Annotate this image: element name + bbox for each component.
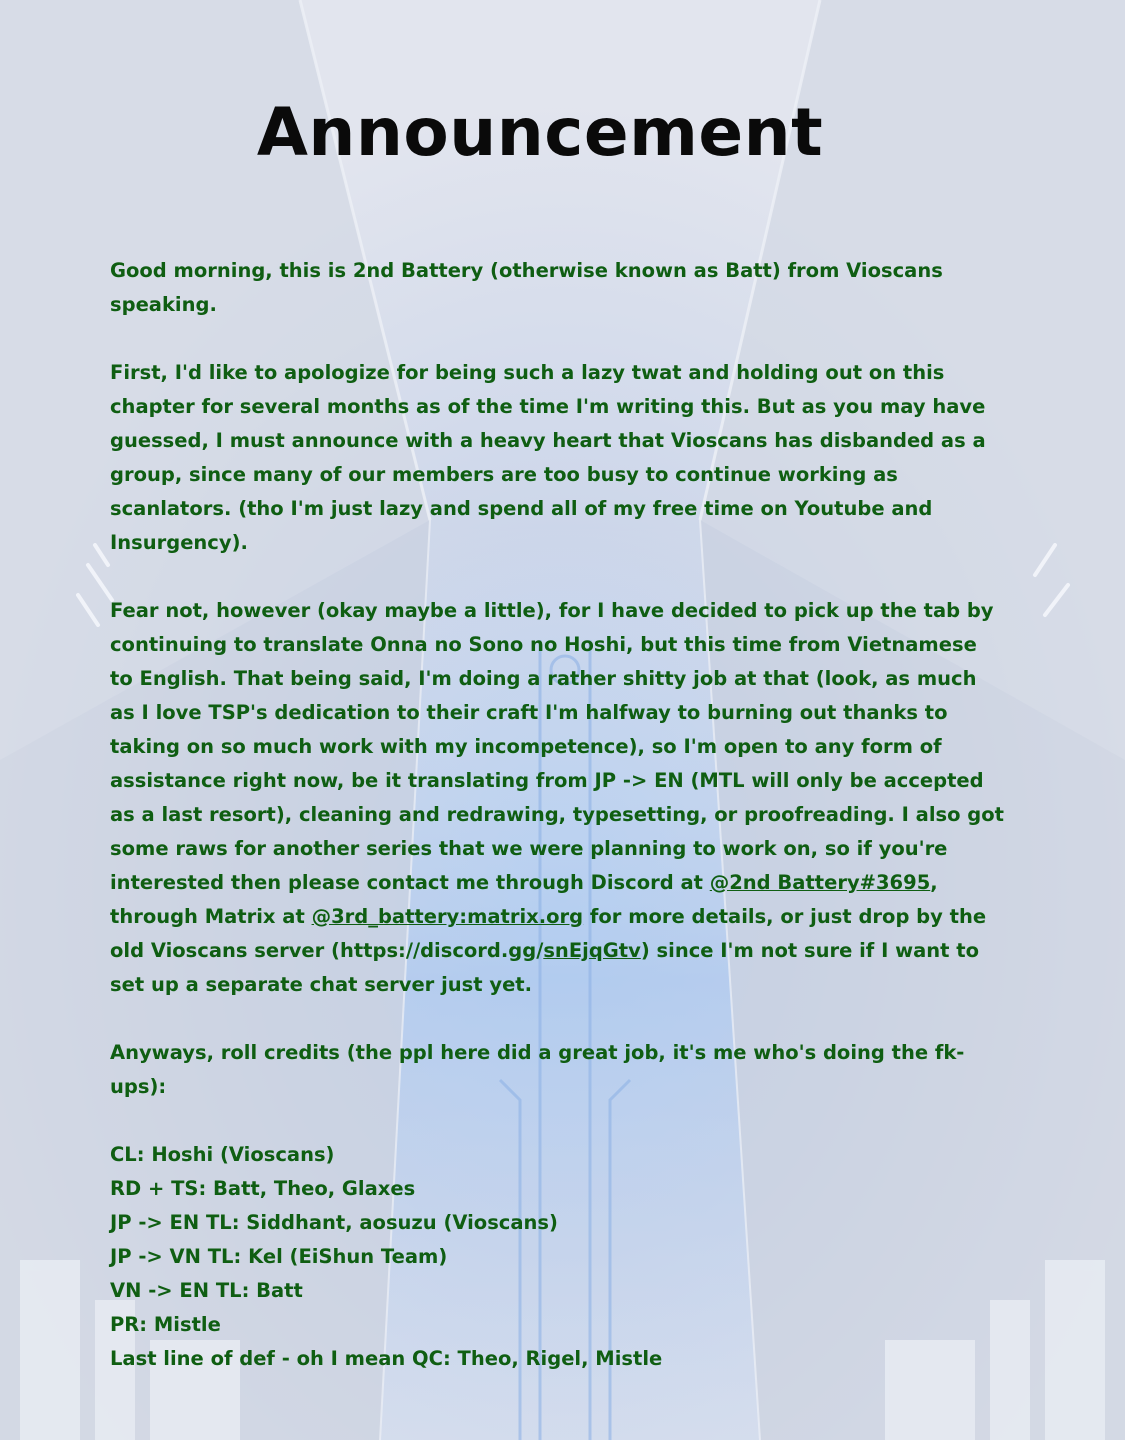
credit-line: Last line of def - oh I mean QC: Theo, Rigel, Mistle: [110, 1347, 663, 1370]
recruitment-text-2: , through Matrix at: [110, 871, 938, 928]
recruitment-text-1: Fear not, however (okay maybe a little), for I have decided to pick up the tab by continuing to translate Onna no Sono no Hoshi, but this time from Vietnamese to English. That being said, I'm doing a rather shitty job at that (look, as much as I love TSP's dedication to their craft I'm halfway to burning out thanks to taking on so much work with my incompetence), so I'm open to any form of assistance right now, be it translating from JP -> EN (MTL will only be accepted as a last resort), cleaning and redrawing, typesetting, or proofreading. I also got some raws for another series that we were planning to work on, so if you're interested then please contact me through Discord at: [110, 599, 1004, 894]
matrix-handle-link[interactable]: @3rd_battery:matrix.org: [311, 905, 584, 928]
apology-paragraph: First, I'd like to apologize for being such a lazy twat and holding out on this chapter for several months as of the time I'm writing this. But as you may have guessed, I must announce with a heavy heart that Vioscans has disbanded as a group, since many of our members are too busy to continue working as scanlators. (tho I'm just lazy and spend all of my free time on Youtube and Insurgency).: [110, 361, 986, 554]
credit-line: PR: Mistle: [110, 1313, 221, 1336]
credits-intro: Anyways, roll credits (the ppl here did a great job, it's me who's doing the fk-ups):: [110, 1041, 965, 1098]
discord-handle-link[interactable]: @2nd Battery#3695: [709, 871, 931, 894]
credit-line: JP -> EN TL: Siddhant, aosuzu (Vioscans): [110, 1211, 558, 1234]
recruitment-text-3: for more details, or just drop by the old Vioscans server (https://discord.gg/: [110, 905, 987, 962]
greeting-paragraph: Good morning, this is 2nd Battery (otherwise known as Batt) from Vioscans speaking.: [110, 259, 943, 316]
credit-line: VN -> EN TL: Batt: [110, 1279, 303, 1302]
recruitment-text-4: ) since I'm not sure if I want to set up a separate chat server just yet.: [110, 939, 980, 996]
credit-line: CL: Hoshi (Vioscans): [110, 1143, 335, 1166]
discord-server-link[interactable]: snEjqGtv: [543, 939, 641, 962]
recruitment-paragraph: [110, 594, 1005, 1002]
credit-line: JP -> VN TL: Kel (EiShun Team): [110, 1245, 448, 1268]
announcement-body: [110, 254, 1005, 1376]
page-title: Announcement: [256, 94, 824, 171]
credit-line: RD + TS: Batt, Theo, Glaxes: [110, 1177, 416, 1200]
credits-list: [110, 1138, 1005, 1376]
